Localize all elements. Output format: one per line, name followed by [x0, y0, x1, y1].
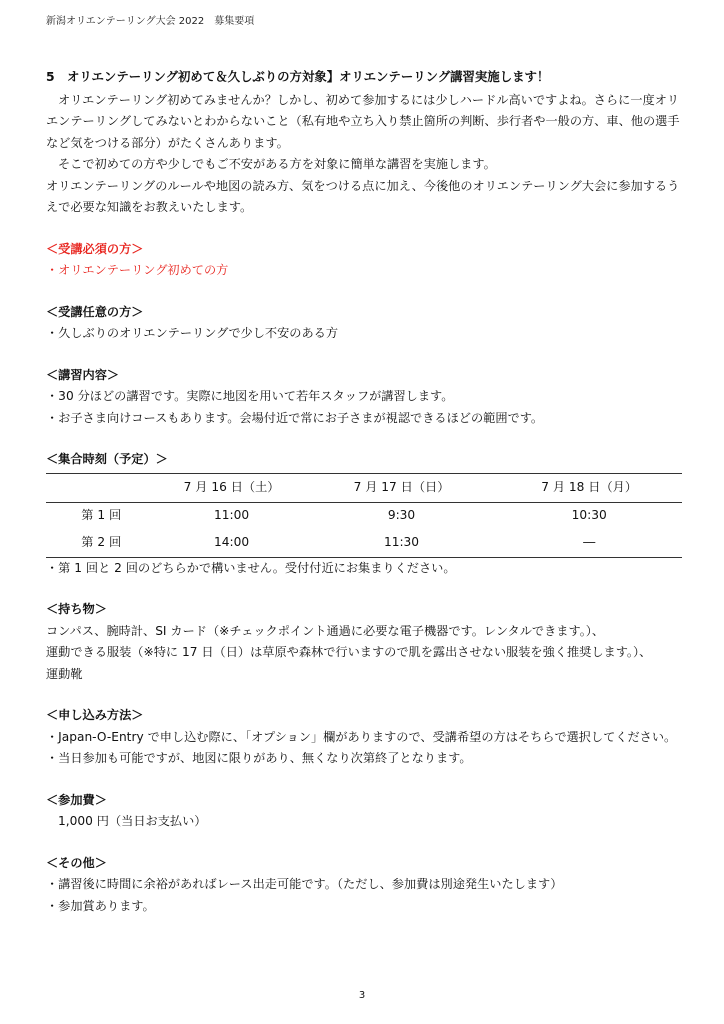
belongings-item-3: 運動靴	[46, 666, 83, 681]
intro-paragraph-1: オリエンテーリング初めてみませんか？しかし、初めて参加するには少しハードル高いですよね。さらに一度オリエンテーリングしてみないとわからないこと（私有地や立ち入り禁止箇所の判断、歩行者や一般の方、車、他の選手など気をつける部分）がたくさんあります。	[46, 92, 680, 150]
document-body	[46, 66, 682, 917]
application-item-1: ・Japan-O-Entry で申し込む際に、「オプション」欄がありますので、受講希望の方はそちらで選択してください。	[46, 729, 677, 744]
running-header: 新潟オリエンテーリング大会 2022 募集要項	[46, 16, 255, 27]
schedule-col-header	[46, 473, 156, 502]
schedule-col-header: 7 月 17 日（日）	[307, 473, 497, 502]
other-item-1: ・講習後に時間に余裕があればレース出走可能です。（ただし、参加費は別途発生いたします）	[46, 877, 563, 891]
contents-heading: ＜講習内容＞	[46, 367, 120, 382]
time-cell: 11:30	[307, 530, 497, 558]
intro-paragraph-3: オリエンテーリングのルールや地図の読み方、気をつける点に加え、今後他のオリエンテーリング大会に参加するうえで必要な知識をお教えいたします。	[46, 178, 680, 214]
schedule-table	[46, 473, 682, 558]
optional-heading: ＜受講任意の方＞	[46, 304, 144, 319]
optional-item: ・久しぶりのオリエンテーリングで少し不安のある方	[46, 326, 339, 340]
time-cell: 9:30	[387, 508, 416, 523]
belongings-item-1: コンパス、腕時計、SI カード（※チェックポイント通過に必要な電子機器です。レンタルできます。）、	[46, 623, 605, 638]
required-heading: ＜受講必須の方＞	[46, 241, 144, 256]
time-cell: 14:00	[156, 530, 306, 558]
schedule-col-header: 7 月 18 日（月）	[496, 473, 682, 502]
belongings-item-2: 運動できる服装（※特に 17 日（日）は草原や森林で行いますので肌を露出させない服装を強く推奨します。）、	[46, 645, 652, 659]
fee-value: 1,000 円（当日お支払い）	[58, 814, 207, 828]
contents-item-1: ・30 分ほどの講習です。実際に地図を用いて若年スタッフが講習します。	[46, 389, 454, 403]
other-heading: ＜その他＞	[46, 855, 107, 870]
session-label: 第 2 回	[46, 530, 156, 558]
session-label: 第 1 回	[81, 508, 122, 523]
application-heading: ＜申し込み方法＞	[46, 708, 144, 722]
time-cell: 11:00	[214, 508, 250, 523]
time-cell: 10:30	[571, 508, 607, 523]
section-title: 5 オリエンテーリング初めて＆久しぶりの方対象】オリエンテーリング講習実施します！	[46, 69, 550, 84]
other-item-2: ・参加賞あります。	[46, 898, 155, 913]
belongings-heading: ＜持ち物＞	[46, 602, 107, 616]
table-row	[46, 530, 682, 558]
page-number: 3	[358, 990, 366, 1001]
table-row	[46, 502, 682, 530]
contents-item-2: ・お子さま向けコースもあります。会場付近で常にお子さまが視認できるほどの範囲です。	[46, 410, 544, 425]
time-cell: ―	[496, 530, 682, 558]
schedule-heading: ＜集合時刻（予定）＞	[46, 452, 168, 466]
schedule-note: ・第 1 回と 2 回のどちらかで構いません。受付付近にお集まりください。	[46, 560, 456, 575]
required-item: ・オリエンテーリング初めての方	[46, 263, 229, 277]
schedule-col-header: 7 月 16 日（土）	[156, 473, 306, 502]
application-item-2: ・当日参加も可能ですが、地図に限りがあり、無くなり次第終了となります。	[46, 751, 472, 765]
schedule-header-row	[46, 473, 682, 502]
fee-heading: ＜参加費＞	[46, 792, 107, 807]
intro-paragraph-2: そこで初めての方や少しでもご不安がある方を対象に簡単な講習を実施します。	[58, 157, 496, 171]
